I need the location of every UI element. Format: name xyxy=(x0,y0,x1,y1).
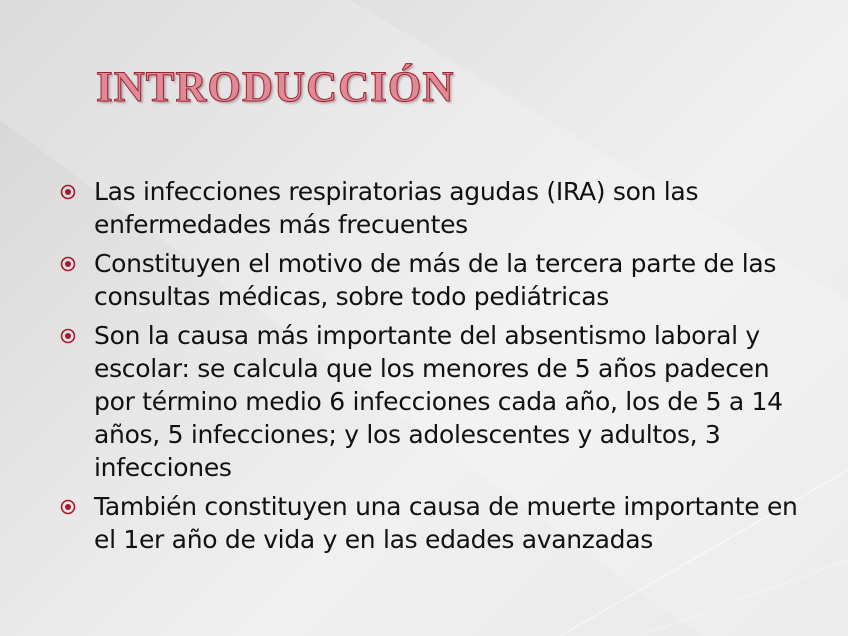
slide-title: INTRODUCCIÓN xyxy=(96,64,455,111)
bullet-item xyxy=(58,247,798,313)
bullet-item xyxy=(58,490,798,556)
bullet-text: Las infecciones respiratorias agudas (IRA) son las enfermedades más frecuentes xyxy=(94,177,699,239)
circle-dot-icon xyxy=(60,256,76,272)
circle-dot-icon xyxy=(60,328,76,344)
bullet-item xyxy=(58,319,798,484)
bullet-text: Son la causa más importante del absentismo laboral y escolar: se calcula que los menores de 5 años padecen por término medio 6 infecciones cada año, los de 5 a 14 años, 5 infecciones; y los adolescentes y adultos, 3 infecciones xyxy=(94,321,783,482)
bullet-text: También constituyen una causa de muerte importante en el 1er año de vida y en las edades avanzadas xyxy=(94,492,798,554)
bullet-item xyxy=(58,175,798,241)
bullet-text: Constituyen el motivo de más de la tercera parte de las consultas médicas, sobre todo pediátricas xyxy=(94,249,777,311)
circle-dot-icon xyxy=(60,499,76,515)
bullet-list xyxy=(58,175,798,562)
circle-dot-icon xyxy=(60,184,76,200)
